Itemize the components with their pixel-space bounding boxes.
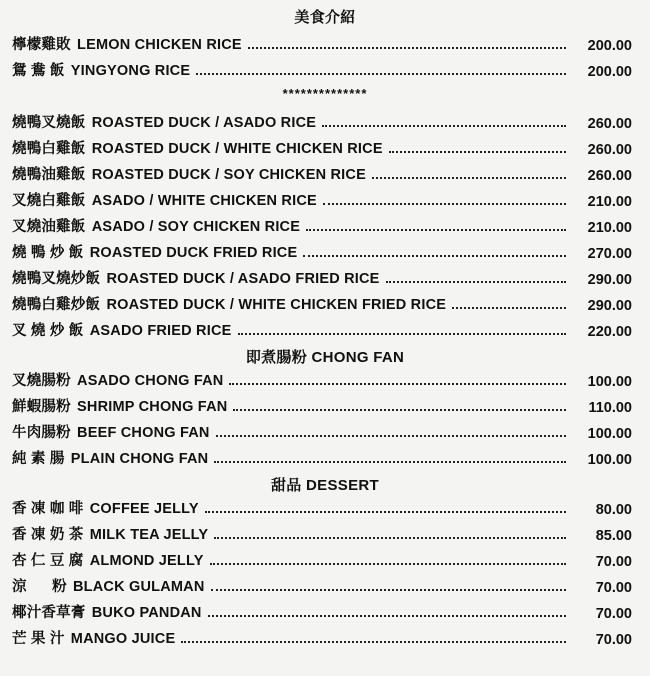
item-name: 叉燒白雞飯 ASADO / WHITE CHICKEN RICE (12, 193, 317, 209)
dot-leader (323, 202, 566, 205)
dot-leader (389, 150, 566, 153)
item-name: 香 凍 奶 茶 MILK TEA JELLY (12, 527, 209, 543)
separator: ************** (282, 86, 368, 101)
item-price: 100.00 (587, 426, 632, 442)
section-title-chong-fan: 即煮腸粉 CHONG FAN (245, 349, 405, 366)
menu-item (12, 292, 632, 314)
menu-item (12, 266, 632, 288)
item-price: 100.00 (587, 452, 632, 468)
menu-item (12, 240, 632, 262)
item-name: 燒鴨白雞飯 ROASTED DUCK / WHITE CHICKEN RICE (12, 141, 383, 157)
dot-leader (322, 124, 566, 127)
item-name: 香 凍 咖 啡 COFFEE JELLY (12, 501, 199, 517)
item-price: 100.00 (587, 374, 632, 390)
dot-leader (211, 588, 567, 591)
item-price: 290.00 (587, 272, 632, 288)
item-price: 210.00 (587, 194, 632, 210)
item-name: 燒鴨油雞飯 ROASTED DUCK / SOY CHICKEN RICE (12, 167, 366, 183)
section-title-dessert: 甜品 DESSERT (270, 477, 379, 494)
item-name: 燒鴨叉燒炒飯 ROASTED DUCK / ASADO FRIED RICE (12, 271, 380, 287)
dot-leader (214, 536, 566, 539)
item-price: 85.00 (595, 528, 632, 544)
item-name: 牛肉腸粉 BEEF CHONG FAN (12, 425, 210, 441)
dot-leader (205, 510, 566, 513)
item-price: 260.00 (587, 116, 632, 132)
item-price: 70.00 (595, 554, 632, 570)
item-name: 芒 果 汁 MANGO JUICE (12, 631, 176, 647)
dot-leader (210, 562, 566, 565)
item-name: 燒 鴨 炒 飯 ROASTED DUCK FRIED RICE (12, 245, 298, 261)
menu-item (12, 188, 632, 210)
dot-leader (452, 306, 566, 309)
item-price: 260.00 (587, 142, 632, 158)
dot-leader (372, 176, 566, 179)
item-price: 270.00 (587, 246, 632, 262)
menu-item (12, 522, 632, 544)
dot-leader (386, 280, 566, 283)
menu-item (12, 626, 632, 648)
item-price: 110.00 (588, 400, 632, 416)
dot-leader (238, 332, 567, 335)
item-price: 220.00 (587, 324, 632, 340)
menu-item (12, 32, 632, 54)
item-name: 鮮蝦腸粉 SHRIMP CHONG FAN (12, 399, 228, 415)
item-name: 叉燒腸粉 ASADO CHONG FAN (12, 373, 224, 389)
dot-leader (233, 408, 566, 411)
item-price: 70.00 (595, 606, 632, 622)
dot-leader (229, 382, 566, 385)
item-name: 檸檬雞敗 LEMON CHICKEN RICE (12, 37, 242, 53)
dot-leader (216, 434, 566, 437)
menu-item (12, 318, 632, 340)
menu-item (12, 110, 632, 132)
menu-item (12, 162, 632, 184)
section-title-specials: 美食介紹 (294, 9, 356, 26)
menu-item (12, 58, 632, 80)
dot-leader (196, 72, 566, 75)
item-name: 純 素 腸 PLAIN CHONG FAN (12, 451, 209, 467)
item-name: 燒鴨白雞炒飯 ROASTED DUCK / WHITE CHICKEN FRIED RICE (12, 297, 447, 313)
dot-leader (214, 460, 566, 463)
menu-item (12, 136, 632, 158)
item-name: 涼 粉 BLACK GULAMAN (12, 579, 205, 595)
item-price: 200.00 (587, 64, 632, 80)
item-price: 70.00 (595, 580, 632, 596)
item-price: 200.00 (587, 38, 632, 54)
dot-leader (181, 640, 566, 643)
menu-item (12, 548, 632, 570)
menu-item (12, 394, 632, 416)
menu-item (12, 214, 632, 236)
menu-item (12, 446, 632, 468)
dot-leader (303, 254, 566, 257)
item-price: 260.00 (587, 168, 632, 184)
item-name: 叉燒油雞飯 ASADO / SOY CHICKEN RICE (12, 219, 301, 235)
item-price: 80.00 (595, 502, 632, 518)
dot-leader (248, 46, 566, 49)
item-name: 燒鴨叉燒飯 ROASTED DUCK / ASADO RICE (12, 115, 317, 131)
item-price: 290.00 (587, 298, 632, 314)
dot-leader (208, 614, 566, 617)
item-name: 鴛 鴦 飯 YINGYONG RICE (12, 63, 191, 79)
menu-item (12, 600, 632, 622)
item-price: 210.00 (587, 220, 632, 236)
menu-item (12, 496, 632, 518)
item-name: 椰汁香草膏 BUKO PANDAN (12, 605, 202, 621)
item-name: 杏 仁 豆 腐 ALMOND JELLY (12, 553, 204, 569)
item-name: 叉 燒 炒 飯 ASADO FRIED RICE (12, 323, 232, 339)
item-price: 70.00 (595, 632, 632, 648)
menu-item (12, 368, 632, 390)
dot-leader (306, 228, 566, 231)
menu-item (12, 574, 632, 596)
menu-item (12, 420, 632, 442)
